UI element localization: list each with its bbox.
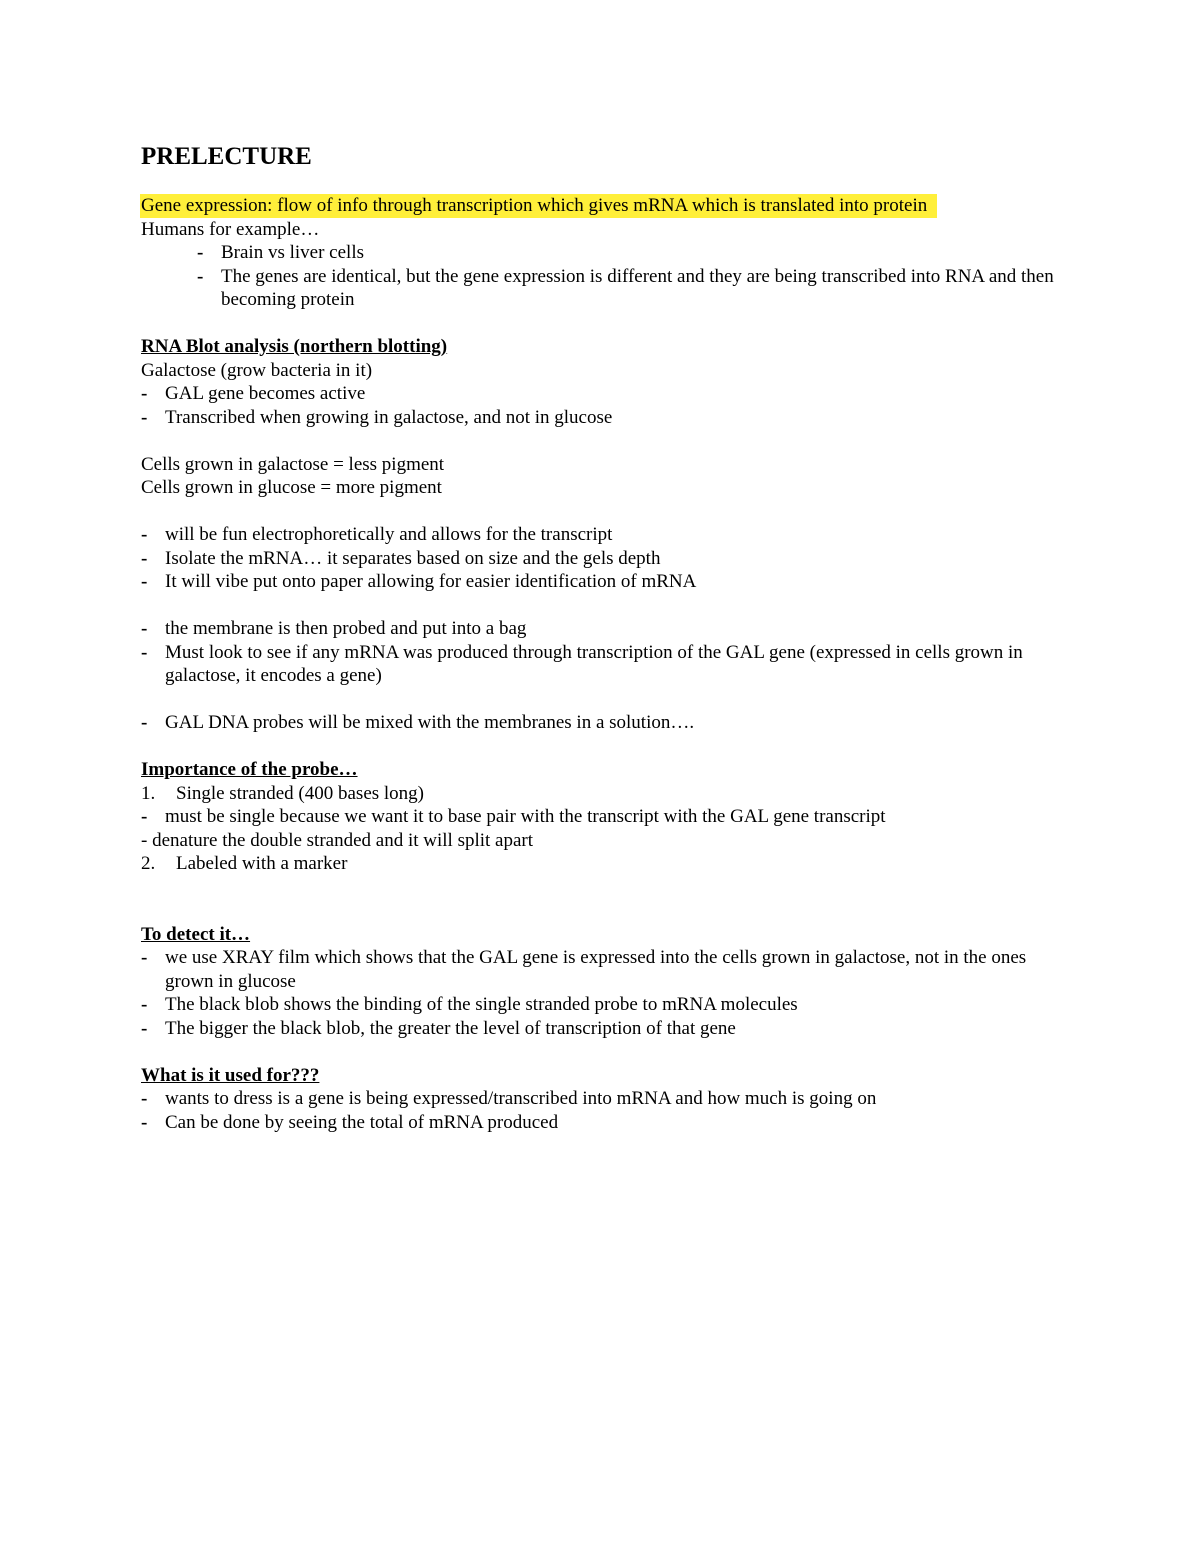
page-title: PRELECTURE bbox=[141, 143, 312, 170]
detect-bullet-list bbox=[141, 946, 1071, 1040]
usage-bullet-list bbox=[141, 1087, 1071, 1134]
list-number: 2. bbox=[141, 853, 156, 874]
list-item: - Isolate the mRNA… it separates based on size and the gels depth bbox=[141, 547, 661, 569]
list-item: - must be single because we want it to base pair with the transcript with the GAL gene transcript bbox=[141, 806, 886, 827]
list-item: - wants to dress is a gene is being expressed/transcribed into mRNA and how much is going on bbox=[141, 1088, 877, 1109]
section-heading-detect: To detect it… bbox=[141, 923, 251, 945]
list-item: - Transcribed when growing in galactose, and not in glucose bbox=[141, 406, 613, 428]
dash-bullet: - bbox=[141, 641, 148, 663]
dash-bullet: - bbox=[141, 406, 148, 428]
dash-bullet: - bbox=[141, 712, 148, 733]
dash-bullet: - bbox=[141, 571, 148, 592]
dash-bullet: - bbox=[141, 1088, 148, 1109]
intro-highlight-line bbox=[141, 194, 1071, 218]
list-item: - the membrane is then probed and put into a bag bbox=[141, 618, 527, 639]
list-item: - Brain vs liver cells bbox=[197, 242, 364, 263]
probe-numbered-list-1 bbox=[141, 782, 1071, 806]
section-heading-usage: What is it used for??? bbox=[141, 1064, 320, 1086]
dash-bullet: - bbox=[141, 947, 148, 968]
dash-bullet: - bbox=[197, 265, 204, 287]
list-item: - Must look to see if any mRNA was produced through transcription of the GAL gene (expressed in cells grown in galactose, it encodes a gene) bbox=[141, 641, 1023, 686]
membrane-bullet-list bbox=[141, 617, 1071, 688]
dash-bullet: - bbox=[141, 547, 148, 569]
electrophoresis-bullet-list bbox=[141, 523, 1071, 594]
galactose-line: Galactose (grow bacteria in it) bbox=[141, 359, 373, 381]
section-heading-probe: Importance of the probe… bbox=[141, 759, 358, 780]
list-item: 2. Labeled with a marker bbox=[141, 853, 348, 874]
gal-bullet-list bbox=[141, 382, 1071, 429]
highlighted-definition: Gene expression: flow of info through transcription which gives mRNA which is translated into protein bbox=[140, 194, 937, 218]
list-item: - The black blob shows the binding of the single stranded probe to mRNA molecules bbox=[141, 994, 798, 1015]
list-number: 1. bbox=[141, 782, 156, 804]
dash-bullet: - bbox=[141, 383, 148, 404]
probe-numbered-list-2 bbox=[141, 852, 1071, 876]
probe-bullet-list bbox=[141, 805, 1071, 829]
dash-bullet: - bbox=[141, 1017, 148, 1039]
probe-mix-bullet-list bbox=[141, 711, 1071, 735]
dash-bullet: - bbox=[197, 242, 204, 263]
list-item: - The bigger the black blob, the greater the level of transcription of that gene bbox=[141, 1017, 736, 1039]
document-body bbox=[141, 140, 1071, 1134]
list-item: - will be fun electrophoretically and allows for the transcript bbox=[141, 524, 613, 545]
pigment-line-galactose: Cells grown in galactose = less pigment bbox=[141, 453, 445, 475]
list-item: - Can be done by seeing the total of mRNA produced bbox=[141, 1111, 559, 1133]
dash-bullet: - bbox=[141, 1111, 148, 1133]
denature-line: - denature the double stranded and it will split apart bbox=[141, 829, 534, 851]
dash-bullet: - bbox=[141, 994, 148, 1015]
example-label: Humans for example… bbox=[141, 218, 320, 240]
dash-bullet: - bbox=[141, 524, 148, 545]
intro-bullet-list bbox=[141, 241, 1071, 312]
dash-bullet: - bbox=[141, 618, 148, 639]
pigment-line-glucose: Cells grown in glucose = more pigment bbox=[141, 477, 442, 498]
list-item: - It will vibe put onto paper allowing for easier identification of mRNA bbox=[141, 571, 697, 592]
dash-bullet: - bbox=[141, 806, 148, 827]
list-item: - GAL gene becomes active bbox=[141, 383, 366, 404]
section-heading-rna-blot: RNA Blot analysis (northern blotting) bbox=[141, 336, 448, 357]
list-item: - GAL DNA probes will be mixed with the membranes in a solution…. bbox=[141, 712, 695, 733]
list-item: - we use XRAY film which shows that the GAL gene is expressed into the cells grown in galactose, not in the ones grown in glucose bbox=[141, 947, 1027, 992]
list-item: - The genes are identical, but the gene expression is different and they are being transcribed into RNA and then becoming protein bbox=[197, 265, 1054, 310]
list-item: 1. Single stranded (400 bases long) bbox=[141, 782, 425, 804]
